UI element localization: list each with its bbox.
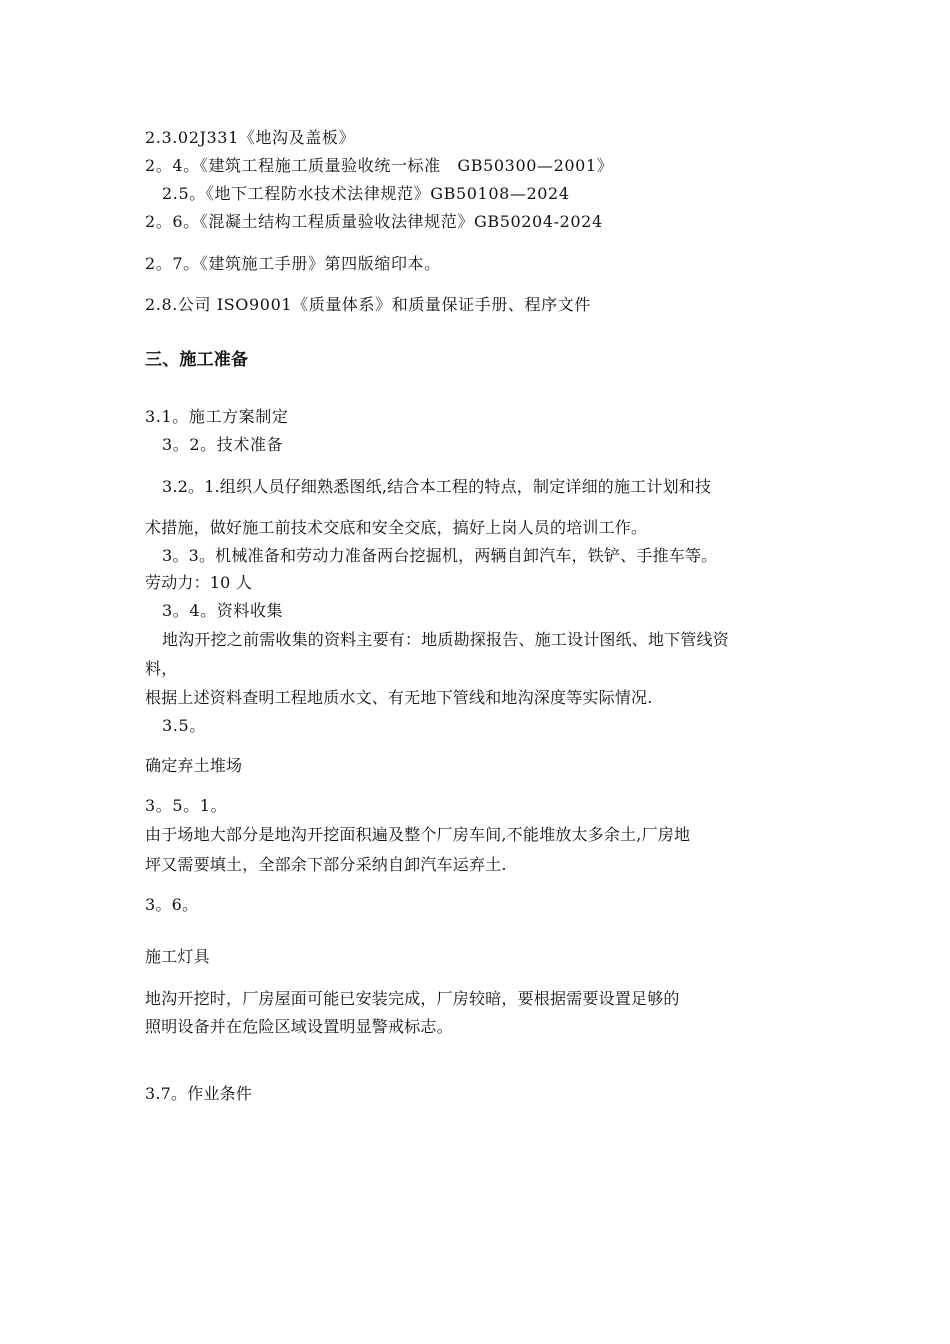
item-3-5: 3.5。 [162, 716, 206, 735]
ref-line-2-6: 2。6。《混凝土结构工程质量验收法律规范》GB50204-2024 [145, 212, 603, 231]
section-heading-3: 三、施工准备 [145, 350, 249, 370]
ref-line-2-4: 2。4。《建筑工程施工质量验收统一标准 GB50300—2001》 [145, 156, 614, 175]
item-3-5-title: 确定弃土堆场 [145, 756, 243, 775]
item-3-5-1-text-line2: 坪又需要填土，全部余下部分采纳自卸汽车运弃土. [145, 855, 507, 874]
item-3-4-text-line1: 地沟开挖之前需收集的资料主要有：地质勘探报告、施工设计图纸、地下管线资 [162, 630, 730, 649]
item-3-4-text-line2: 料， [145, 659, 178, 678]
item-3-6: 3。6。 [145, 895, 199, 914]
ref-line-2-8: 2.8.公司 ISO9001《质量体系》和质量保证手册、程序文件 [145, 295, 591, 314]
item-3-6-text-line1: 地沟开挖时，厂房屋面可能已安装完成，厂房较暗，要根据需要设置足够的 [145, 989, 680, 1008]
item-3-6-text-line2: 照明设备并在危险区域设置明显警戒标志。 [145, 1017, 453, 1036]
item-3-7: 3.7。作业条件 [145, 1084, 253, 1103]
labor-count: 劳动力：10 人 [145, 573, 253, 592]
ref-line-2-7: 2。7。《建筑施工手册》第四版缩印本。 [145, 254, 441, 273]
item-3-5-1-text-line1: 由于场地大部分是地沟开挖面积遍及整个厂房车间,不能堆放太多余土,厂房地 [145, 825, 691, 844]
item-3-6-title: 施工灯具 [145, 947, 210, 966]
item-3-2-1-line2: 术措施，做好施工前技术交底和安全交底，搞好上岗人员的培训工作。 [145, 518, 648, 537]
ref-line-2-5: 2.5。《地下工程防水技术法律规范》GB50108—2024 [162, 184, 570, 203]
item-3-1: 3.1。施工方案制定 [145, 407, 289, 426]
item-3-2-1-line1: 3.2。1.组织人员仔细熟悉图纸,结合本工程的特点，制定详细的施工计划和技 [162, 477, 712, 496]
ref-line-2-3: 2.3.02J331《地沟及盖板》 [145, 128, 356, 147]
item-3-2: 3。2。技术准备 [162, 435, 284, 454]
item-3-3: 3。3。机械准备和劳动力准备两台挖掘机，两辆自卸汽车，铁铲、手推车等。 [162, 546, 718, 565]
item-3-4: 3。4。资料收集 [162, 601, 284, 620]
item-3-4-text-line3: 根据上述资料查明工程地质水文、有无地下管线和地沟深度等实际情况. [145, 688, 653, 707]
item-3-5-1: 3。5。1。 [145, 796, 228, 815]
